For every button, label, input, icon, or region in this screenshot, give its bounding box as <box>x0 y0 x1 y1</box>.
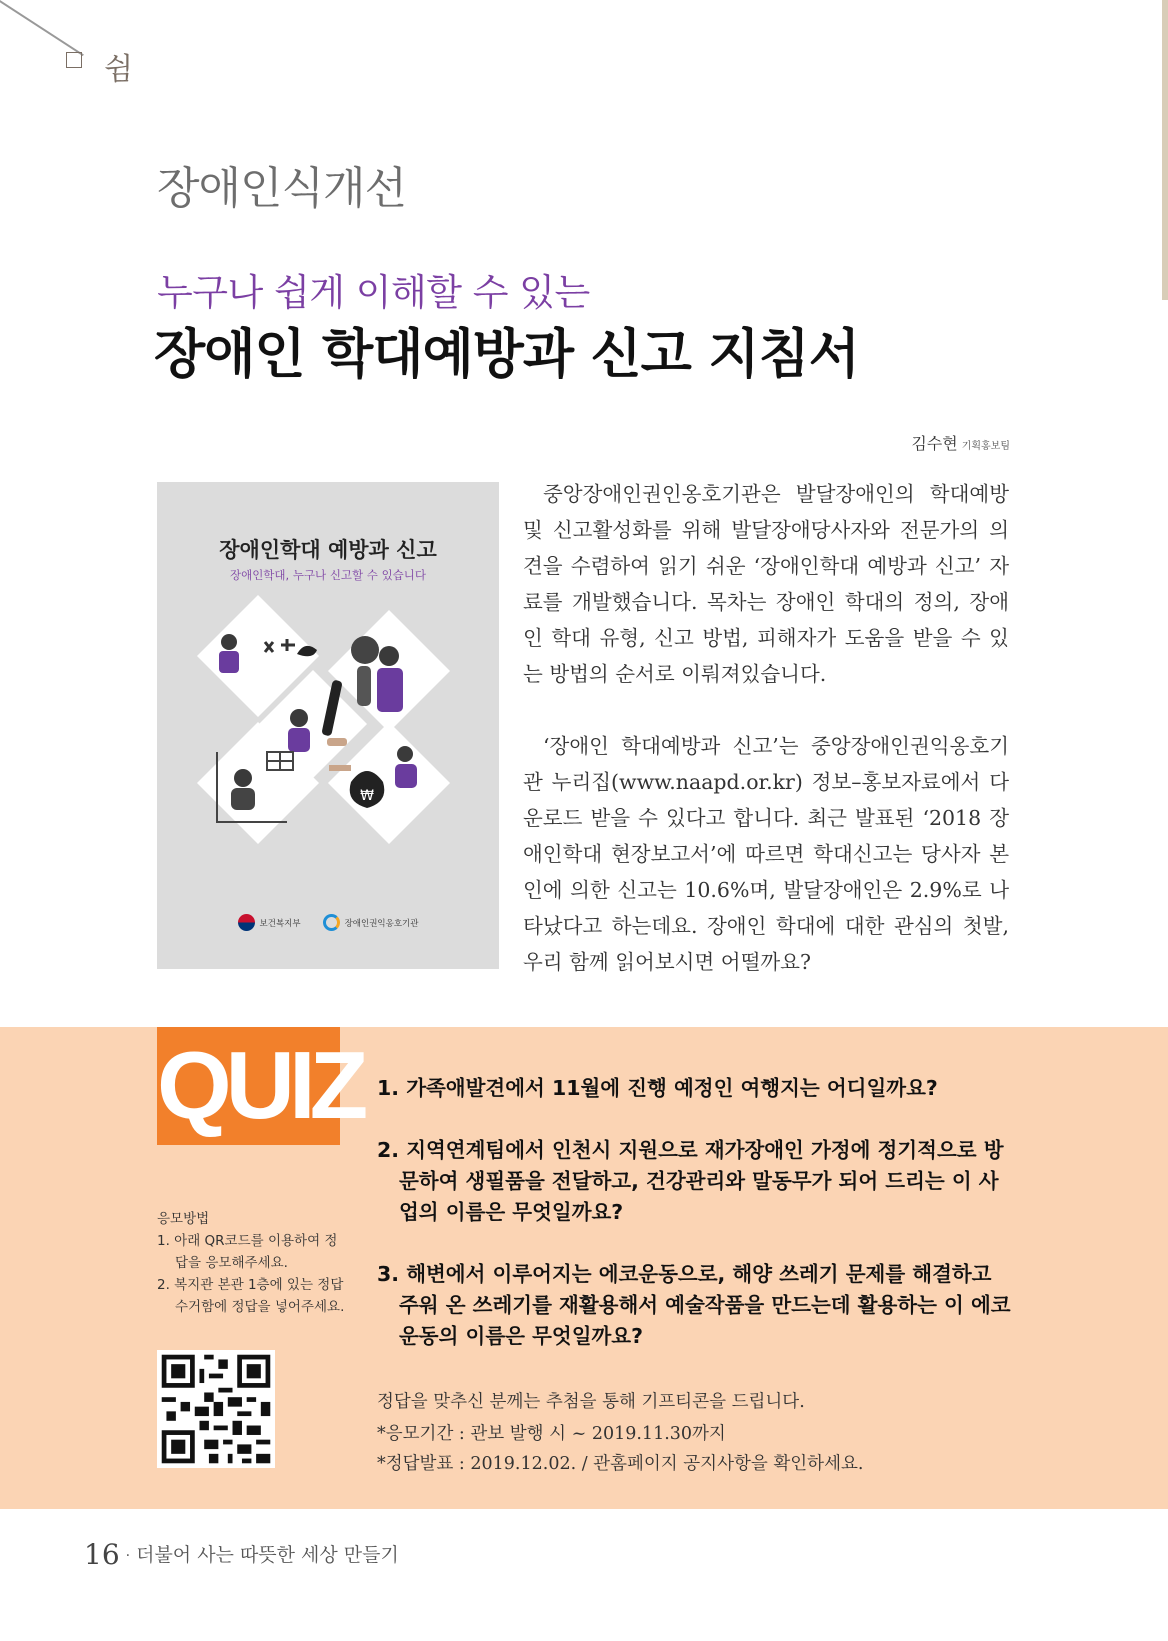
taegeuk-icon <box>238 914 255 931</box>
quiz-logo: QUIZ <box>157 1027 340 1145</box>
page-edge-tab <box>1162 0 1168 300</box>
footer-separator: · <box>125 1548 131 1564</box>
svg-text:₩: ₩ <box>360 788 374 804</box>
page-footer <box>84 1538 399 1571</box>
category-heading: 장애인식개선 <box>157 163 407 214</box>
entry-step-1: 1. 아래 QR코드를 이용하여 정답을 응모해주세요. <box>157 1233 338 1271</box>
author-name: 김수현 <box>911 434 958 453</box>
article-title: 장애인 학대예방과 신고 지침서 <box>154 324 859 385</box>
quiz-questions <box>377 1073 1012 1383</box>
answer-announcement: *정답발표 : 2019.12.02. / 관홈페이지 공지사항을 확인하세요. <box>377 1454 864 1474</box>
article-body <box>523 476 1009 980</box>
ministry-logo <box>238 914 301 931</box>
author-dept: 기획홍보팀 <box>961 441 1010 452</box>
quiz-question-2: 2. 지역연계팀에서 인천시 지원으로 재가장애인 가정에 정기적으로 방문하여 생필품을 전달하고, 건강관리와 말동무가 되어 드리는 이 사업의 이름은 무엇일까요? <box>377 1138 1004 1224</box>
qr-code-icon <box>157 1350 275 1468</box>
agency-logo-text: 장애인권익옹호기관 <box>344 918 419 929</box>
cover-logos <box>157 914 499 931</box>
article-paragraph-1: 중앙장애인권인옹호기관은 발달장애인의 학대예방 및 신고활성화를 위해 발달장애당사자와 전문가의 의견을 수렴하여 읽기 쉬운 ‘장애인학대 예방과 신고’ 자료를 개발했습니다. 목차는 장애인 학대의 정의, 장애인 학대 유형, 신고 방법, 피해자가 도움을 받을 수 있는 방법의 순서로 이뤄져있습니다. <box>523 482 1009 686</box>
author-byline <box>911 431 1010 454</box>
agency-logo <box>323 914 419 931</box>
article-paragraph-2: ‘장애인 학대예방과 신고’는 중앙장애인권익옹호기관 누리집(www.naapd.or.kr) 정보–홍보자료에서 다운로드 받을 수 있다고 합니다. 최근 발표된 ‘2018 장애인학대 현장보고서’에 따르면 학대신고는 당사자 본인에 의한 신고는 10.6%며, 발달장애인은 2.9%로 나타났다고 하는데요. 장애인 학대에 대한 관심의 첫발, 우리 함께 읽어보시면 어떨까요? <box>523 734 1009 974</box>
quiz-question-1: 1. 가족애발견에서 11월에 진행 예정인 여행지는 어디일까요? <box>377 1076 938 1100</box>
quiz-question-3: 3. 해변에서 이루어지는 에코운동으로, 해양 쓰레기 문제를 해결하고 주워 온 쓰레기를 재활용해서 예술작품을 만드는데 활용하는 이 에코운동의 이름은 무엇일까요? <box>377 1262 1011 1348</box>
section-tag: 쉼 <box>104 52 133 87</box>
corner-decoration-line <box>0 0 84 56</box>
cover-subtitle: 장애인학대, 누구나 신고할 수 있습니다 <box>229 568 427 582</box>
entry-period: *응모기간 : 관보 발행 시 ~ 2019.11.30까지 <box>377 1424 726 1444</box>
booklet-cover-image <box>157 482 499 969</box>
cover-title: 장애인학대 예방과 신고 <box>219 538 437 562</box>
page-number: 16 <box>84 1538 120 1571</box>
section-checkbox-icon <box>66 52 82 68</box>
entry-step-2: 2. 복지관 본관 1층에 있는 정답수거함에 정답을 넣어주세요. <box>157 1277 345 1315</box>
footer-slogan: 더불어 사는 따뜻한 세상 만들기 <box>136 1544 399 1566</box>
agency-mark-icon <box>323 914 340 931</box>
prize-note: 정답을 맞추신 분께는 추첨을 통해 기프티콘을 드립니다. <box>377 1392 805 1412</box>
entry-instructions-title: 응모방법 <box>157 1211 210 1227</box>
entry-instructions <box>157 1208 347 1318</box>
qr-code[interactable] <box>157 1350 275 1468</box>
quiz-notes <box>377 1387 1012 1479</box>
ministry-logo-text: 보건복지부 <box>259 918 301 929</box>
article-subtitle: 누구나 쉽게 이해할 수 있는 <box>157 271 590 314</box>
